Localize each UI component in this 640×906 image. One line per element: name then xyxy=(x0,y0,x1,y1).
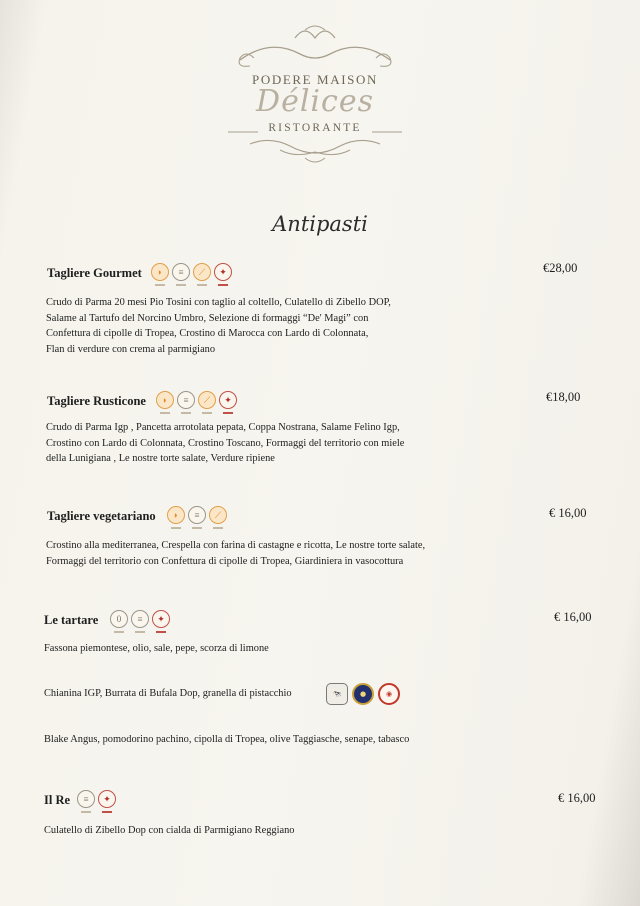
item-description: Culatello di Zibello Dop con cialda di Parmigiano Reggiano xyxy=(44,825,295,836)
cheese-icon: ≡ xyxy=(177,391,195,409)
item-price: € 16,00 xyxy=(558,791,596,805)
bread-icon: ◗ xyxy=(156,391,174,409)
item-name: Tagliere Gourmet xyxy=(47,266,142,280)
item-name: Il Re xyxy=(44,793,71,807)
item-price: €18,00 xyxy=(546,390,581,404)
item-description: Fassona piemontese, olio, sale, pepe, scorza di limone xyxy=(44,643,269,654)
item-description: Crostino alla mediterranea, Crespella con farina di castagne e ricotta, Le nostre torte salate, Formaggi del territorio con Confettura di cipolle di Tropea, Giardiniera in vasocottura xyxy=(46,540,426,567)
item-price: € 16,00 xyxy=(554,610,592,624)
item-price: € 16,00 xyxy=(549,506,587,520)
item-name: Le tartare xyxy=(44,613,99,627)
chili-icon: ✦ xyxy=(98,790,116,808)
certification-badges xyxy=(326,683,400,705)
brand-name: PODERE MAISON xyxy=(252,72,378,87)
salami-icon: ⟋ xyxy=(193,263,211,281)
brand-script: Délices xyxy=(256,84,374,119)
igp-seal-icon: ◉ xyxy=(378,683,400,705)
chianina-line: Chianina IGP, Burrata di Bufala Dop, granella di pistacchio xyxy=(44,688,292,699)
section-title: Antipasti xyxy=(272,212,368,236)
item-description: Crudo di Parma 20 mesi Pio Tosini con taglio al coltello, Culatello di Zibello DOP, Salame al Tartufo del Norcino Umbro, Selezione di formaggi “De' Magi” con Confettura di cipolle di Tropea, Crostino di Marocca con Lardo di Colonnata, Flan di verdure con crema al parmigiano xyxy=(46,297,391,355)
chili-icon: ✦ xyxy=(214,263,232,281)
item-name: Tagliere vegetariano xyxy=(47,509,156,523)
dop-seal-icon: ● xyxy=(352,683,374,705)
brand-subtitle: RISTORANTE xyxy=(268,122,362,134)
salami-icon: ⟋ xyxy=(198,391,216,409)
restaurant-logo xyxy=(220,20,410,170)
chili-icon: ✦ xyxy=(152,610,170,628)
cow-icon: 🐄 xyxy=(326,683,348,705)
cheese-icon: ≡ xyxy=(188,506,206,524)
cheese-icon: ≡ xyxy=(77,790,95,808)
angus-line: Blake Angus, pomodorino pachino, cipolla di Tropea, olive Taggiasche, senape, tabasco xyxy=(44,734,410,745)
egg-icon: 0 xyxy=(110,610,128,628)
cheese-icon: ≡ xyxy=(131,610,149,628)
chili-icon: ✦ xyxy=(219,391,237,409)
bread-icon: ◗ xyxy=(167,506,185,524)
item-price: €28,00 xyxy=(543,261,578,275)
item-description: Crudo di Parma Igp , Pancetta arrotolata pepata, Coppa Nostrana, Salame Felino Igp, Crostino con Lardo di Colonnata, Crostino Toscano, Formaggi del territorio con miele della Lunigiana , Le nostre torte salate, Verdure ripiene xyxy=(46,422,405,465)
cheese-icon: ≡ xyxy=(172,263,190,281)
item-name: Tagliere Rusticone xyxy=(47,394,146,408)
bread-icon: ◗ xyxy=(151,263,169,281)
salami-icon: ⟋ xyxy=(209,506,227,524)
